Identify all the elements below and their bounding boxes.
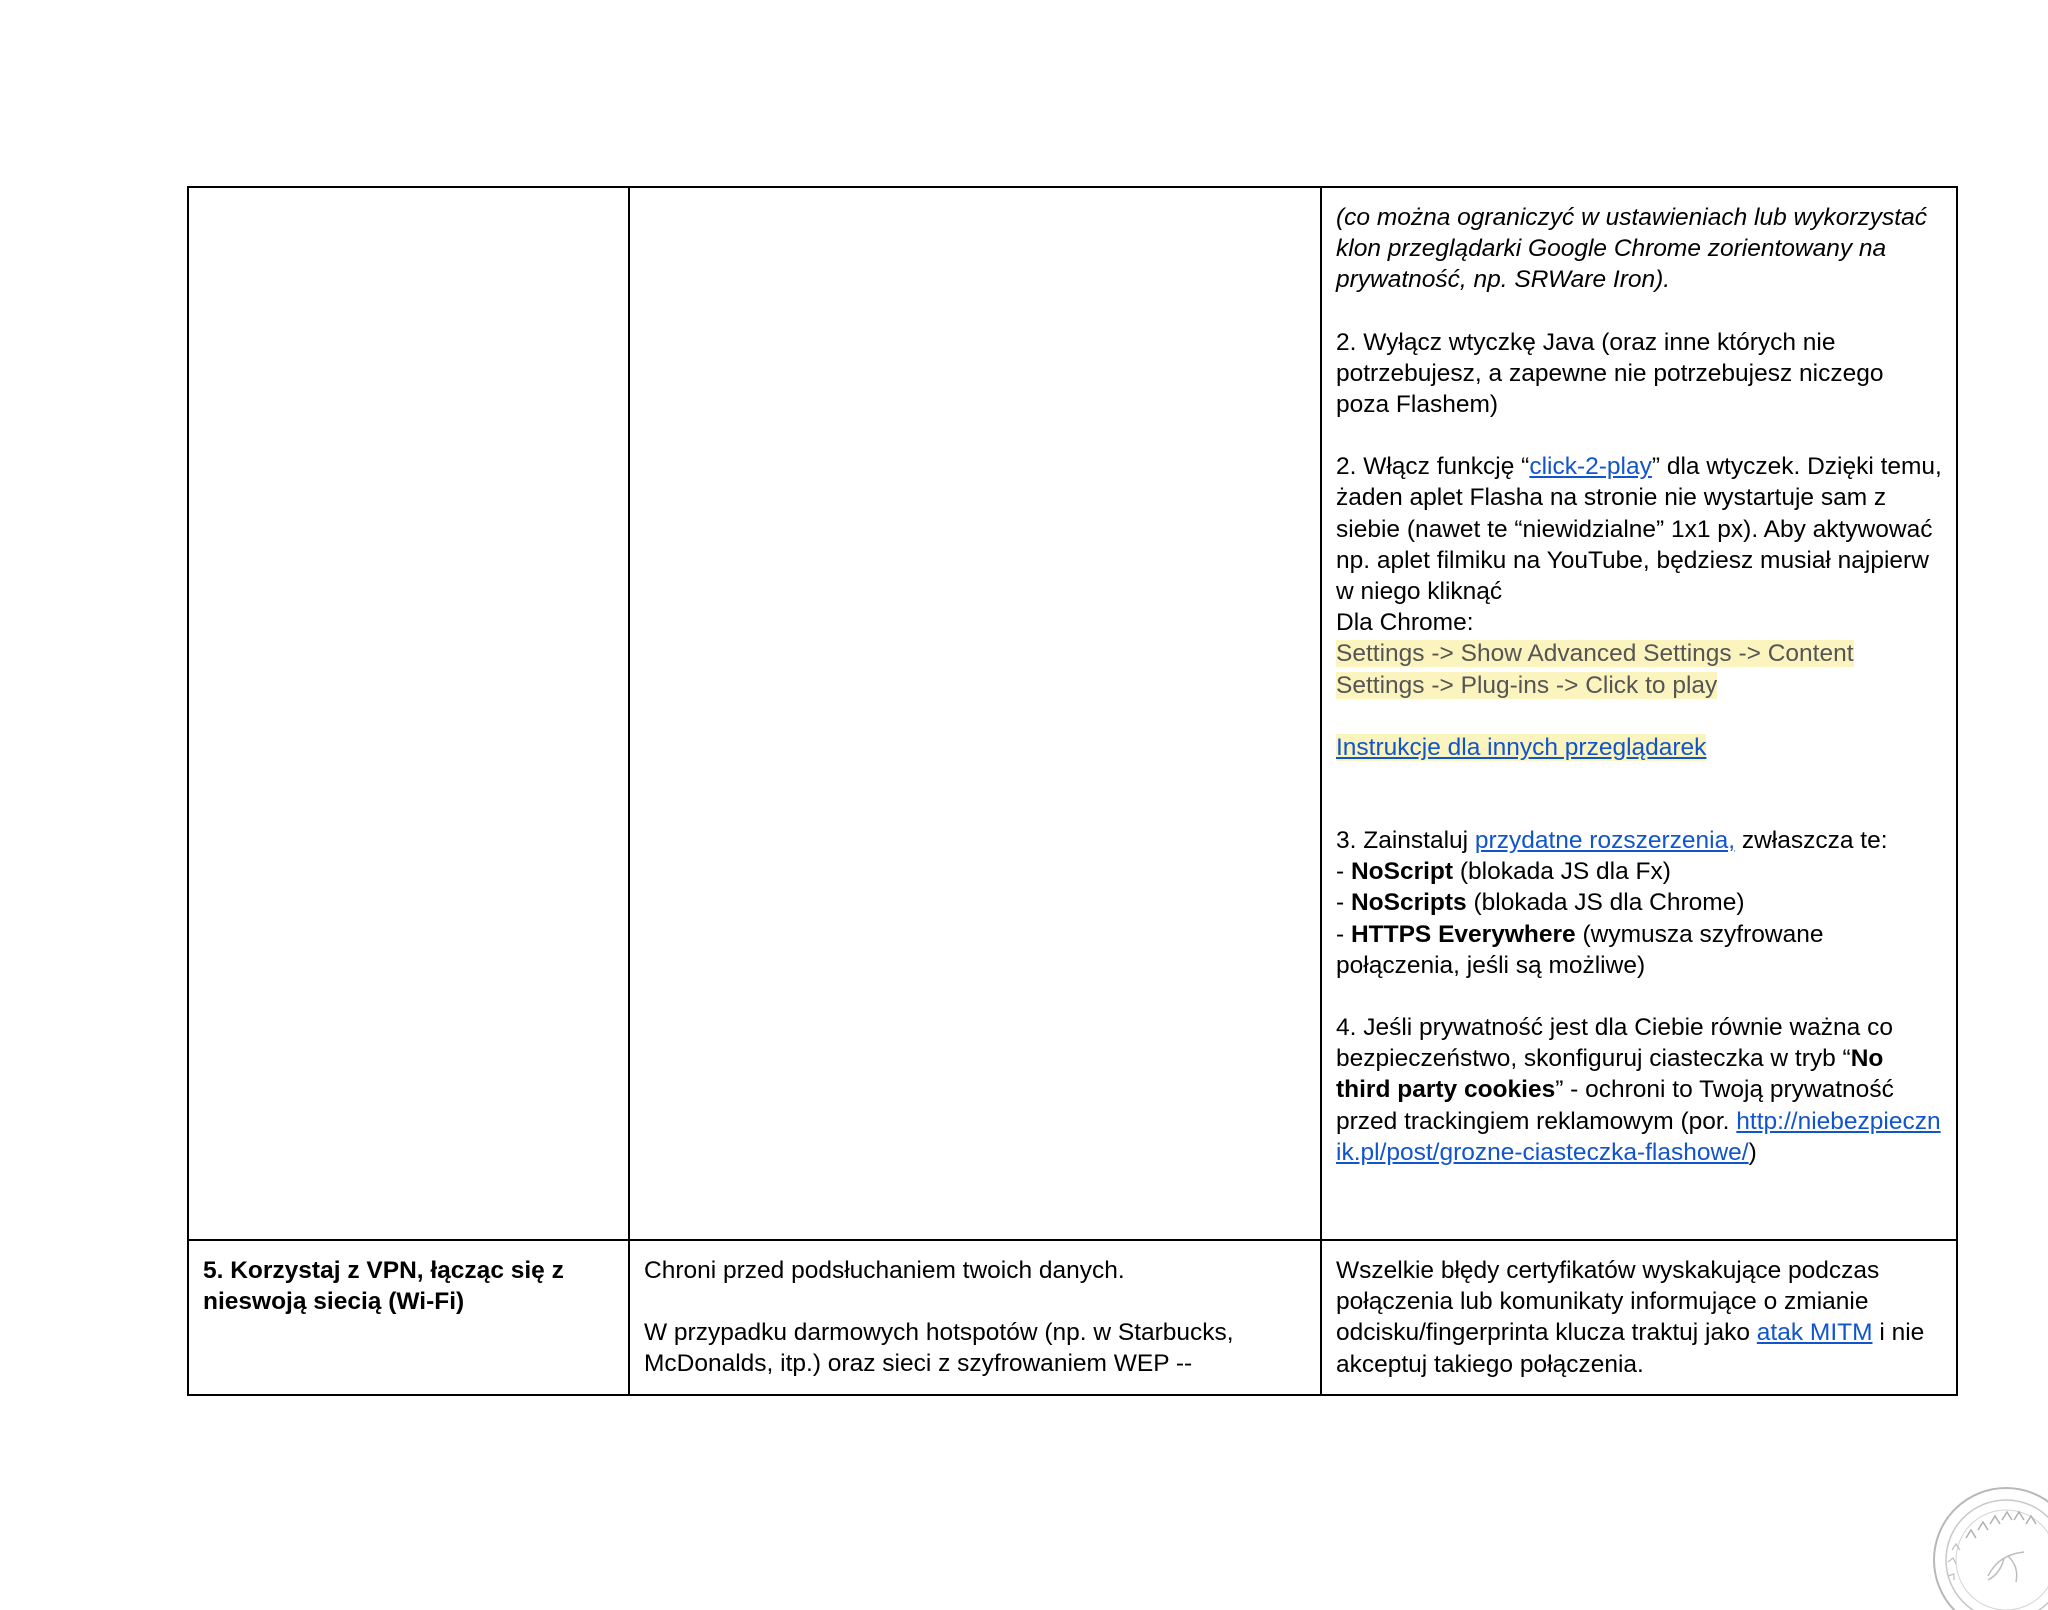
extensions-before: 3. Zainstaluj (1336, 827, 1475, 855)
list-item (1336, 856, 1943, 887)
reason-paragraph-2: W przypadku darmowych hotspotów (np. w Starbucks, McDonalds, itp.) oraz sieci z szyfrowaniem WEP -- (644, 1319, 1234, 1378)
table-cell-empty (629, 187, 1321, 1240)
java-item-text: 2. Wyłącz wtyczkę Java (oraz inne których nie potrzebujesz, a zapewne nie potrzebujesz niczego poza Flashem) (1336, 328, 1884, 419)
click2play-before: 2. Włącz funkcję “ (1336, 453, 1530, 481)
extensions-link[interactable]: przydatne rozszerzenia, (1474, 827, 1736, 855)
extensions-paragraph (1336, 825, 1943, 856)
chrome-settings-path-text: Settings -> Show Advanced Settings -> Content Settings -> Plug-ins -> Click to play (1336, 640, 1854, 699)
cookies-bold: No third party cookies (1336, 1045, 1884, 1104)
cookies-article-link[interactable]: http://niebezpiecznik.pl/post/grozne-ciasteczka-flashowe/ (1336, 1107, 1941, 1166)
extensions-after: zwłaszcza te: (1735, 827, 1888, 855)
other-browsers-paragraph (1336, 732, 1943, 763)
rule-title: 5. Korzystaj z VPN, łącząc się z nieswoją siecią (Wi-Fi) (203, 1257, 564, 1316)
table-row (188, 1240, 1957, 1395)
list-item (1336, 887, 1943, 918)
list-item-prefix: - (1336, 889, 1351, 917)
mitm-before: Wszelkie błędy certyfikatów wyskakujące podczas połączenia lub komunikaty informujące o zmianie odcisku/fingerprinta klucza traktuj jako (1336, 1257, 1880, 1347)
mitm-link[interactable]: atak MITM (1756, 1319, 1873, 1347)
table-cell-advice (1321, 1240, 1957, 1395)
table-cell-rule (188, 1240, 629, 1395)
extension-name: NoScript (1350, 858, 1454, 886)
extension-name: NoScripts (1350, 889, 1467, 917)
click2play-after: ” dla wtyczek. Dzięki temu, żaden aplet Flasha na stronie nie wystartuje sam z siebie (nawet te “niewidzialne” 1x1 px). Aby aktywować np. aplet filmiku na YouTube, będziesz musiał najpierw w niego kliknąć (1336, 453, 1942, 606)
cookies-close: ) (1748, 1138, 1757, 1166)
chrome-label: Dla Chrome: (1336, 609, 1474, 637)
content-table (187, 186, 1958, 1396)
table-cell-empty (188, 187, 629, 1240)
cookies-after: ” - ochroni to Twoją prywatność przed trackingiem reklamowym (por. (1336, 1076, 1894, 1135)
click2play-link[interactable]: click-2-play (1529, 453, 1652, 481)
mitm-after: i nie akceptuj takiego połączenia. (1336, 1319, 1925, 1378)
list-item-prefix: - (1336, 920, 1351, 948)
intro-italic-text: (co można ograniczyć w ustawieniach lub wykorzystać klon przeglądarki Google Chrome zorientowany na prywatność, np. SRWare Iron). (1336, 204, 1927, 294)
other-browsers-link[interactable]: Instrukcje dla innych przeglądarek (1336, 733, 1707, 761)
cookies-before: 4. Jeśli prywatność jest dla Ciebie równie ważna co bezpieczeństwo, skonfiguruj ciasteczka w tryb “ (1336, 1014, 1893, 1073)
list-item-prefix: - (1336, 858, 1351, 886)
extension-desc: (wymusza szyfrowane połączenia, jeśli są możliwe) (1336, 920, 1824, 979)
click2play-paragraph (1336, 451, 1943, 607)
mitm-paragraph (1336, 1255, 1943, 1380)
extension-desc: (blokada JS dla Chrome) (1466, 889, 1745, 917)
table-row (188, 187, 1957, 1240)
list-item (1336, 919, 1943, 981)
cookies-paragraph (1336, 1012, 1943, 1168)
reason-paragraph-1: Chroni przed podsłuchaniem twoich danych. (644, 1257, 1125, 1284)
seal-stamp-icon (1926, 1480, 2048, 1610)
extension-name: HTTPS Everywhere (1350, 920, 1576, 948)
extension-desc: (blokada JS dla Fx) (1453, 858, 1671, 886)
table-cell-reason (629, 1240, 1321, 1395)
chrome-settings-path (1336, 638, 1943, 700)
table-cell-recommendations (1321, 187, 1957, 1240)
